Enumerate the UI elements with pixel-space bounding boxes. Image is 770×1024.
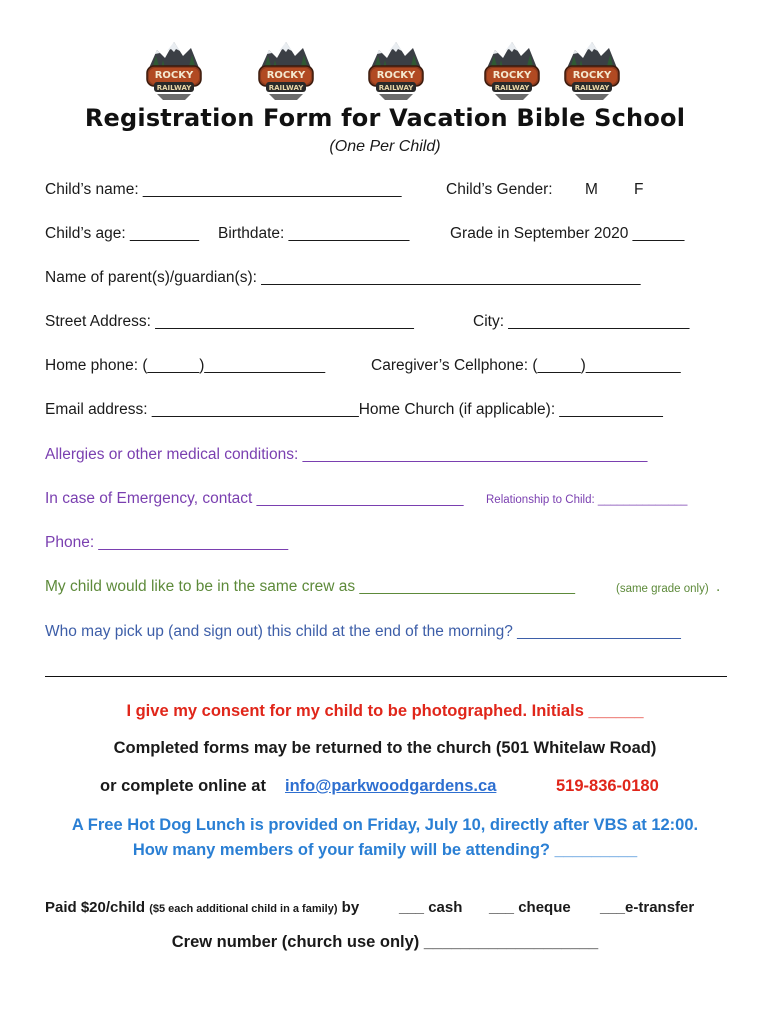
lunch-attendance-field[interactable]: How many members of your family will be attending? _________ [132, 841, 638, 859]
rocky-railway-logo [563, 38, 621, 104]
logo-row [0, 38, 770, 104]
payment-cheque-option[interactable]: ___ cheque [489, 899, 571, 916]
svg-text:ROCKY: ROCKY [154, 70, 194, 81]
home-phone-field[interactable]: Home phone: (______)______________ [45, 357, 326, 374]
pickup-field[interactable]: Who may pick up (and sign out) this child at the end of the morning? ___________________ [45, 623, 681, 640]
svg-text:ROCKY: ROCKY [266, 70, 306, 81]
parent-name-field[interactable]: Name of parent(s)/guardian(s): ____________________________________________ [45, 269, 641, 286]
birthdate-field[interactable]: Birthdate: ______________ [218, 225, 410, 242]
grade-field[interactable]: Grade in September 2020 ______ [450, 225, 685, 242]
email-link[interactable]: info@parkwoodgardens.ca [285, 777, 497, 795]
lunch-announcement: A Free Hot Dog Lunch is provided on Friday, July 10, directly after VBS at 12:00. [71, 816, 699, 834]
gender-m-option[interactable]: M [585, 181, 598, 198]
city-field[interactable]: City: _____________________ [473, 313, 690, 330]
payment-prefix: Paid $20/child [45, 899, 150, 916]
photo-consent-line[interactable]: I give my consent for my child to be photographed. Initials ______ [126, 702, 644, 720]
svg-text:ROCKY: ROCKY [376, 70, 416, 81]
svg-text:RAILWAY: RAILWAY [378, 84, 414, 92]
crew-request-field[interactable]: My child would like to be in the same crew as _________________________ [45, 578, 575, 595]
svg-text:ROCKY: ROCKY [492, 70, 532, 81]
svg-text:RAILWAY: RAILWAY [268, 84, 304, 92]
gender-f-option[interactable]: F [634, 181, 644, 198]
payment-cash-option[interactable]: ___ cash [399, 899, 463, 916]
payment-etransfer-option[interactable]: ___e-transfer [600, 899, 695, 916]
emergency-phone-field[interactable]: Phone: ______________________ [45, 534, 289, 551]
child-name-field[interactable]: Child’s name: ______________________________ [45, 181, 402, 198]
relationship-field[interactable]: Relationship to Child: ______________ [486, 494, 688, 506]
svg-text:RAILWAY: RAILWAY [494, 84, 530, 92]
email-home-church-field[interactable]: Email address: ________________________Home Church (if applicable): ____________ [45, 401, 663, 418]
crew-note: (same grade only) [616, 583, 709, 595]
online-prefix: or complete online at [100, 777, 266, 795]
payment-by: by [337, 899, 360, 916]
svg-text:RAILWAY: RAILWAY [156, 84, 192, 92]
page-subtitle: (One Per Child) [329, 138, 441, 155]
page-title: Registration Form for Vacation Bible School [84, 104, 686, 132]
section-divider [45, 676, 727, 677]
rocky-railway-logo [145, 38, 203, 104]
rocky-railway-logo [367, 38, 425, 104]
svg-text:ROCKY: ROCKY [572, 70, 612, 81]
child-age-field[interactable]: Child’s age: ________ [45, 225, 199, 242]
payment-note: ($5 each additional child in a family) [149, 903, 338, 915]
rocky-railway-logo [257, 38, 315, 104]
allergies-field[interactable]: Allergies or other medical conditions: ________________________________________ [45, 446, 648, 463]
street-address-field[interactable]: Street Address: ______________________________ [45, 313, 414, 330]
crew-number-field[interactable]: Crew number (church use only) ___________________ [171, 933, 599, 951]
child-gender-label: Child’s Gender: [446, 181, 553, 198]
church-phone-number: 519-836-0180 [556, 777, 659, 795]
return-instructions: Completed forms may be returned to the church (501 Whitelaw Road) [113, 739, 657, 757]
caregiver-cellphone-field[interactable]: Caregiver’s Cellphone: (_____)___________ [371, 357, 681, 374]
payment-line [45, 899, 359, 916]
emergency-contact-field[interactable]: In case of Emergency, contact ________________________ [45, 490, 464, 507]
rocky-railway-logo [483, 38, 541, 104]
svg-text:RAILWAY: RAILWAY [574, 84, 610, 92]
crew-period: . [716, 578, 721, 595]
